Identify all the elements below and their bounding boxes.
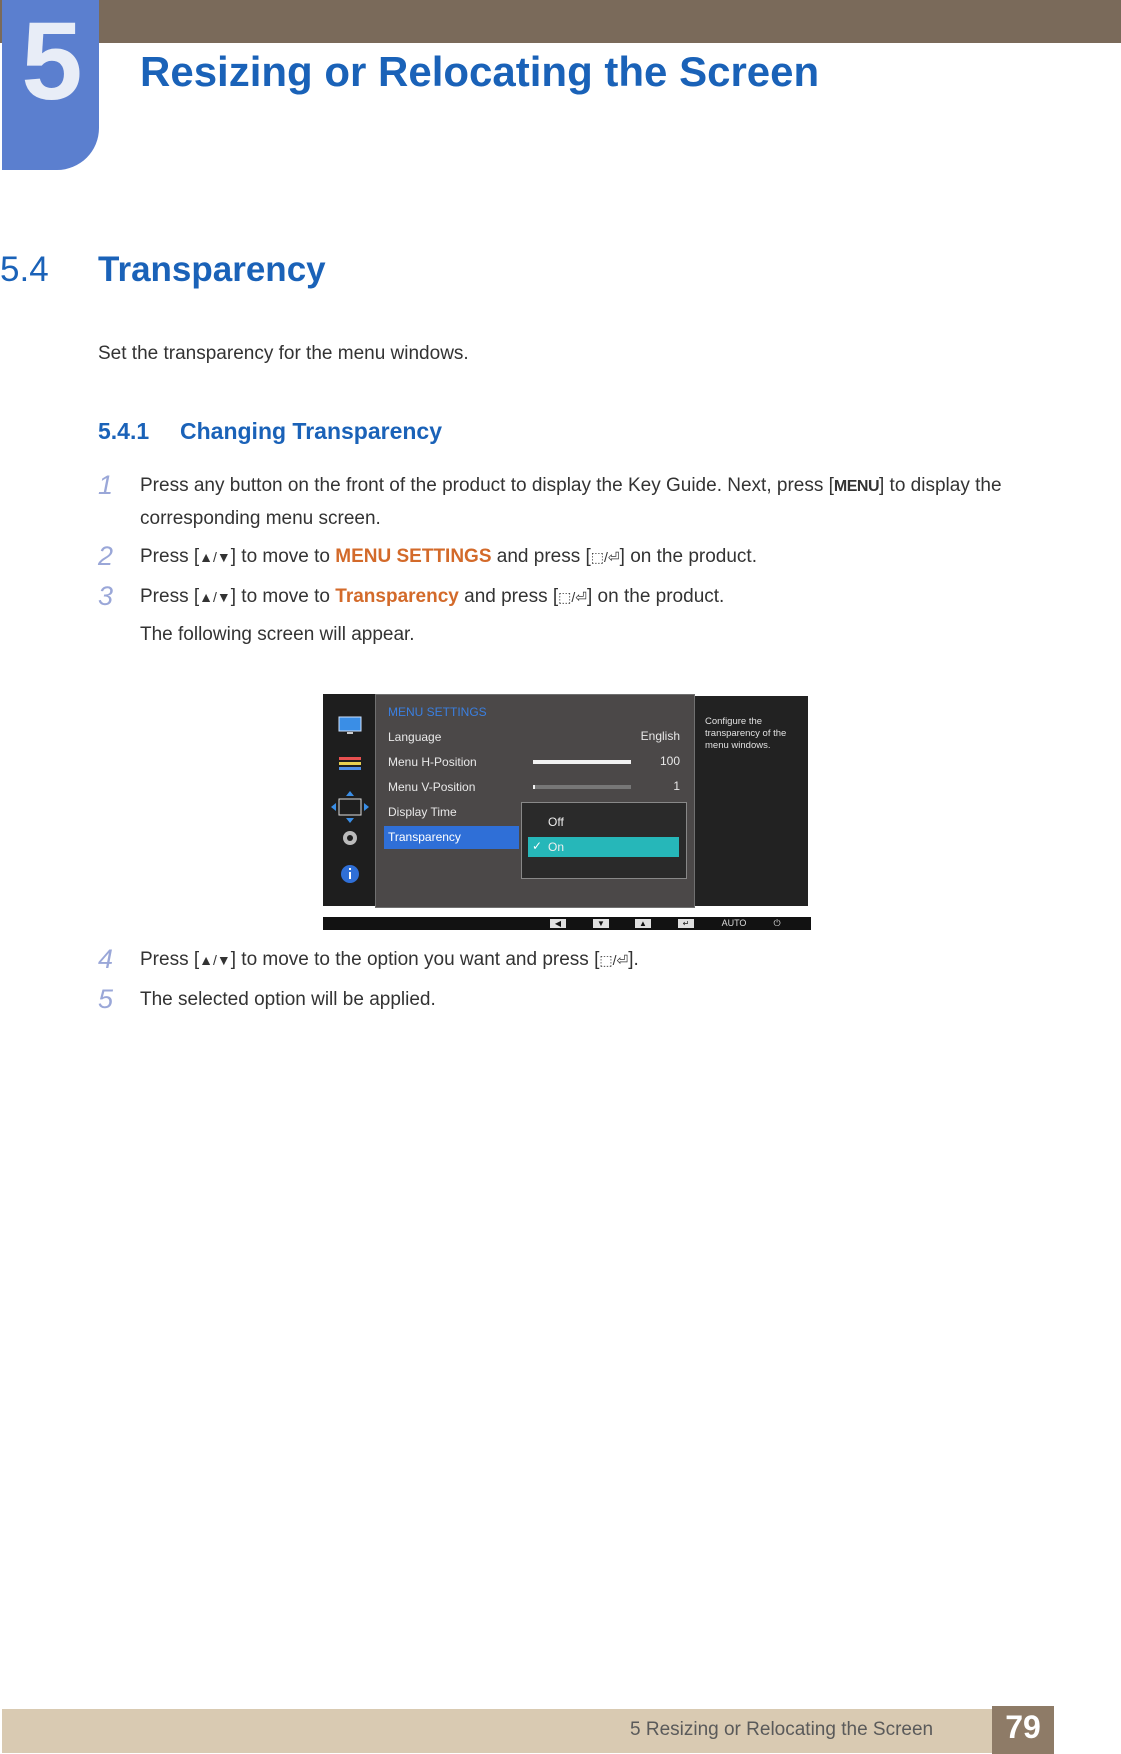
- information-icon: [338, 864, 362, 884]
- step-text: Press [▲/▼] to move to MENU SETTINGS and press [⬚/⏎] on the product.: [140, 546, 757, 567]
- osd-menu-panel: [375, 694, 695, 908]
- osd-key-guide: [323, 917, 811, 930]
- footer-chapter-label: 5 Resizing or Relocating the Screen: [630, 1719, 934, 1740]
- section-title: Transparency: [98, 250, 326, 289]
- color-icon: [338, 754, 362, 774]
- step-text: The selected option will be applied.: [140, 989, 436, 1010]
- osd-help-text: Configure the transparency of the menu windows.: [705, 716, 787, 751]
- step-number: 5: [98, 984, 114, 1014]
- osd-h-position-value: 100: [659, 754, 680, 768]
- enter-source-icon: ⬚/⏎: [599, 952, 629, 968]
- osd-v-position-slider[interactable]: [533, 785, 631, 789]
- osd-menu-item-v-position[interactable]: Menu V-Position: [388, 780, 476, 794]
- menu-key-icon: MENU: [833, 478, 879, 495]
- osd-menu-item-language[interactable]: Language: [388, 730, 442, 744]
- step-text: Press [▲/▼] to move to Transparency and press [⬚/⏎] on the product.: [140, 586, 725, 607]
- up-arrow-key-icon[interactable]: ▲: [635, 919, 651, 928]
- up-down-arrow-icon: ▲/▼: [199, 952, 231, 968]
- subsection-number: 5.4.1: [98, 418, 150, 444]
- section-number: 5.4: [0, 250, 49, 289]
- osd-v-position-value: 1: [673, 779, 680, 793]
- osd-menu-item-display-time[interactable]: Display Time: [388, 805, 457, 819]
- osd-h-position-slider[interactable]: [533, 760, 631, 764]
- up-down-arrow-icon: ▲/▼: [199, 589, 231, 605]
- enter-source-icon: ⬚/⏎: [558, 589, 587, 605]
- top-bar: [0, 0, 1121, 43]
- auto-key[interactable]: AUTO: [721, 918, 747, 928]
- power-key-icon[interactable]: ⏻: [773, 918, 781, 928]
- enter-key-icon[interactable]: ↵: [678, 919, 694, 928]
- osd-menu-item-h-position[interactable]: Menu H-Position: [388, 755, 477, 769]
- step-number: 3: [98, 581, 114, 611]
- osd-menu-item-transparency[interactable]: Transparency: [384, 826, 519, 849]
- picture-icon: [338, 716, 362, 736]
- up-down-arrow-icon: ▲/▼: [199, 549, 231, 565]
- left-arrow-key-icon[interactable]: ◀: [550, 919, 566, 928]
- osd-option-off[interactable]: Off: [548, 815, 564, 829]
- down-arrow-key-icon[interactable]: ▼: [593, 919, 609, 928]
- page-number: 79: [1005, 1709, 1041, 1745]
- osd-language-value: English: [640, 729, 680, 743]
- osd-icon-bar: [323, 694, 376, 906]
- chapter-title: Resizing or Relocating the Screen: [140, 48, 820, 95]
- osd-option-on[interactable]: ✓ On: [528, 837, 679, 857]
- step-number: 2: [98, 541, 114, 571]
- size-position-icon: [330, 790, 370, 824]
- osd-option-popup: [521, 802, 687, 879]
- chapter-tab: [2, 0, 99, 170]
- step-number: 1: [98, 470, 114, 500]
- osd-menu-title: MENU SETTINGS: [388, 705, 487, 719]
- osd-help-panel: [695, 696, 808, 906]
- step-text: Press [▲/▼] to move to the option you want and press [⬚/⏎].: [140, 949, 639, 970]
- step-number: 4: [98, 944, 114, 974]
- setup-icon: [338, 828, 362, 848]
- enter-source-icon: ⬚/⏎: [590, 549, 620, 565]
- step-text: Press any button on the front of the product to display the Key Guide. Next, press [MENU] to display the corresponding menu screen.: [140, 475, 1002, 529]
- osd-screenshot: [323, 694, 811, 930]
- chapter-number: 5: [21, 0, 83, 123]
- step-note: The following screen will appear.: [140, 624, 415, 645]
- section-intro: Set the transparency for the menu windows.: [98, 343, 469, 364]
- checkmark-icon: ✓: [532, 839, 543, 853]
- subsection-title: Changing Transparency: [180, 418, 443, 444]
